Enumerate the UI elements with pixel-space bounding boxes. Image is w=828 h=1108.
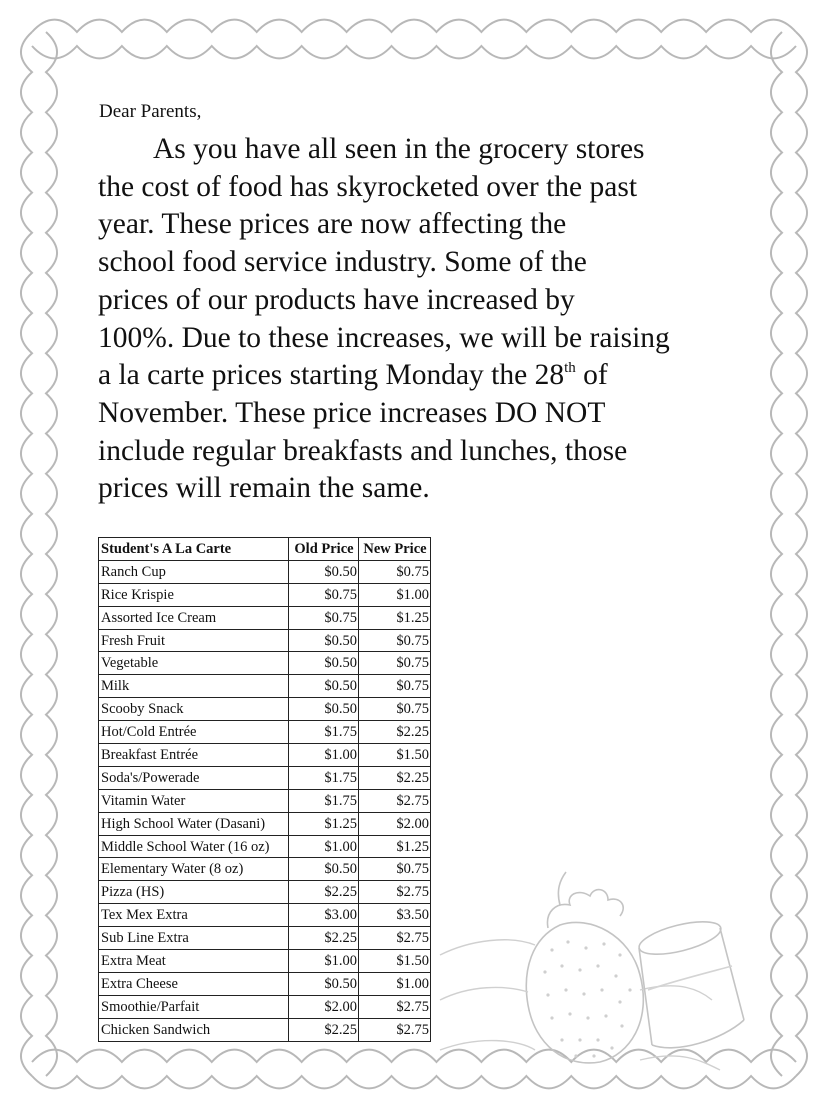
item-name: Soda's/Powerade xyxy=(99,766,289,789)
cup-icon xyxy=(636,915,744,1048)
item-name: Sub Line Extra xyxy=(99,927,289,950)
letter-line: include regular breakfasts and lunches, those xyxy=(98,434,628,467)
letter-line-date-text: a la carte prices starting Monday the 28 xyxy=(98,359,565,392)
ordinal-suffix: th xyxy=(564,360,576,377)
old-price: $1.00 xyxy=(289,950,359,973)
old-price: $2.25 xyxy=(289,1018,359,1041)
letter-line: year. These prices are now affecting the xyxy=(98,208,567,241)
item-name: Fresh Fruit xyxy=(99,629,289,652)
price-table xyxy=(98,537,431,1042)
letter-body xyxy=(98,131,748,508)
letter-line: prices of our products have increased by xyxy=(98,283,575,316)
old-price: $0.50 xyxy=(289,858,359,881)
new-price: $1.50 xyxy=(359,950,431,973)
price-table-body xyxy=(99,560,431,1041)
old-price: $2.00 xyxy=(289,995,359,1018)
new-price: $0.75 xyxy=(359,560,431,583)
table-row xyxy=(99,812,431,835)
old-price: $3.00 xyxy=(289,904,359,927)
item-name: Middle School Water (16 oz) xyxy=(99,835,289,858)
table-row xyxy=(99,881,431,904)
new-price: $1.00 xyxy=(359,972,431,995)
item-name: High School Water (Dasani) xyxy=(99,812,289,835)
item-name: Assorted Ice Cream xyxy=(99,606,289,629)
header-item: Student's A La Carte xyxy=(99,538,289,561)
table-row xyxy=(99,972,431,995)
item-name: Milk xyxy=(99,675,289,698)
table-row xyxy=(99,675,431,698)
item-name: Rice Krispie xyxy=(99,583,289,606)
item-name: Elementary Water (8 oz) xyxy=(99,858,289,881)
header-old-price: Old Price xyxy=(289,538,359,561)
new-price: $1.50 xyxy=(359,744,431,767)
item-name: Vegetable xyxy=(99,652,289,675)
table-row xyxy=(99,629,431,652)
item-name: Pizza (HS) xyxy=(99,881,289,904)
letter-line-date xyxy=(98,357,748,395)
item-name: Chicken Sandwich xyxy=(99,1018,289,1041)
old-price: $1.00 xyxy=(289,744,359,767)
new-price: $0.75 xyxy=(359,698,431,721)
new-price: $0.75 xyxy=(359,652,431,675)
table-row xyxy=(99,858,431,881)
old-price: $1.75 xyxy=(289,789,359,812)
new-price: $2.75 xyxy=(359,1018,431,1041)
item-name: Vitamin Water xyxy=(99,789,289,812)
new-price: $2.00 xyxy=(359,812,431,835)
new-price: $2.25 xyxy=(359,721,431,744)
old-price: $0.50 xyxy=(289,698,359,721)
price-table-header-row xyxy=(99,538,431,561)
old-price: $0.50 xyxy=(289,560,359,583)
new-price: $0.75 xyxy=(359,629,431,652)
letter-line: the cost of food has skyrocketed over the past xyxy=(98,170,638,203)
table-row xyxy=(99,995,431,1018)
table-row xyxy=(99,904,431,927)
old-price: $1.75 xyxy=(289,766,359,789)
new-price: $3.50 xyxy=(359,904,431,927)
old-price: $1.25 xyxy=(289,812,359,835)
old-price: $0.50 xyxy=(289,675,359,698)
leaf-line-icon xyxy=(440,940,720,1070)
old-price: $2.25 xyxy=(289,927,359,950)
item-name: Breakfast Entrée xyxy=(99,744,289,767)
new-price: $0.75 xyxy=(359,675,431,698)
new-price: $2.75 xyxy=(359,881,431,904)
item-name: Extra Meat xyxy=(99,950,289,973)
old-price: $2.25 xyxy=(289,881,359,904)
letter-line: prices will remain the same. xyxy=(98,472,430,505)
table-row xyxy=(99,698,431,721)
old-price: $0.50 xyxy=(289,652,359,675)
old-price: $0.75 xyxy=(289,583,359,606)
new-price: $2.75 xyxy=(359,927,431,950)
new-price: $1.00 xyxy=(359,583,431,606)
item-name: Tex Mex Extra xyxy=(99,904,289,927)
new-price: $2.75 xyxy=(359,995,431,1018)
new-price: $2.25 xyxy=(359,766,431,789)
letter-line: 100%. Due to these increases, we will be raising xyxy=(98,321,670,354)
new-price: $0.75 xyxy=(359,858,431,881)
letter-line: school food service industry. Some of the xyxy=(98,246,587,279)
item-name: Smoothie/Parfait xyxy=(99,995,289,1018)
item-name: Extra Cheese xyxy=(99,972,289,995)
old-price: $0.50 xyxy=(289,972,359,995)
old-price: $0.50 xyxy=(289,629,359,652)
table-row xyxy=(99,744,431,767)
table-row xyxy=(99,789,431,812)
new-price: $1.25 xyxy=(359,835,431,858)
old-price: $1.75 xyxy=(289,721,359,744)
item-name: Ranch Cup xyxy=(99,560,289,583)
table-row xyxy=(99,835,431,858)
table-row xyxy=(99,1018,431,1041)
letter-line: November. These price increases DO NOT xyxy=(98,396,606,429)
table-row xyxy=(99,721,431,744)
new-price: $2.75 xyxy=(359,789,431,812)
letter-line: As you have all seen in the grocery stores xyxy=(153,133,645,165)
letter-greeting: Dear Parents, xyxy=(99,101,202,122)
table-row xyxy=(99,950,431,973)
letter-line-date-tail: of xyxy=(575,359,608,392)
table-row xyxy=(99,652,431,675)
table-row xyxy=(99,766,431,789)
header-new-price: New Price xyxy=(359,538,431,561)
old-price: $1.00 xyxy=(289,835,359,858)
item-name: Scooby Snack xyxy=(99,698,289,721)
old-price: $0.75 xyxy=(289,606,359,629)
table-row xyxy=(99,927,431,950)
table-row xyxy=(99,583,431,606)
item-name: Hot/Cold Entrée xyxy=(99,721,289,744)
new-price: $1.25 xyxy=(359,606,431,629)
table-row xyxy=(99,606,431,629)
table-row xyxy=(99,560,431,583)
strawberry-icon xyxy=(526,872,643,1063)
